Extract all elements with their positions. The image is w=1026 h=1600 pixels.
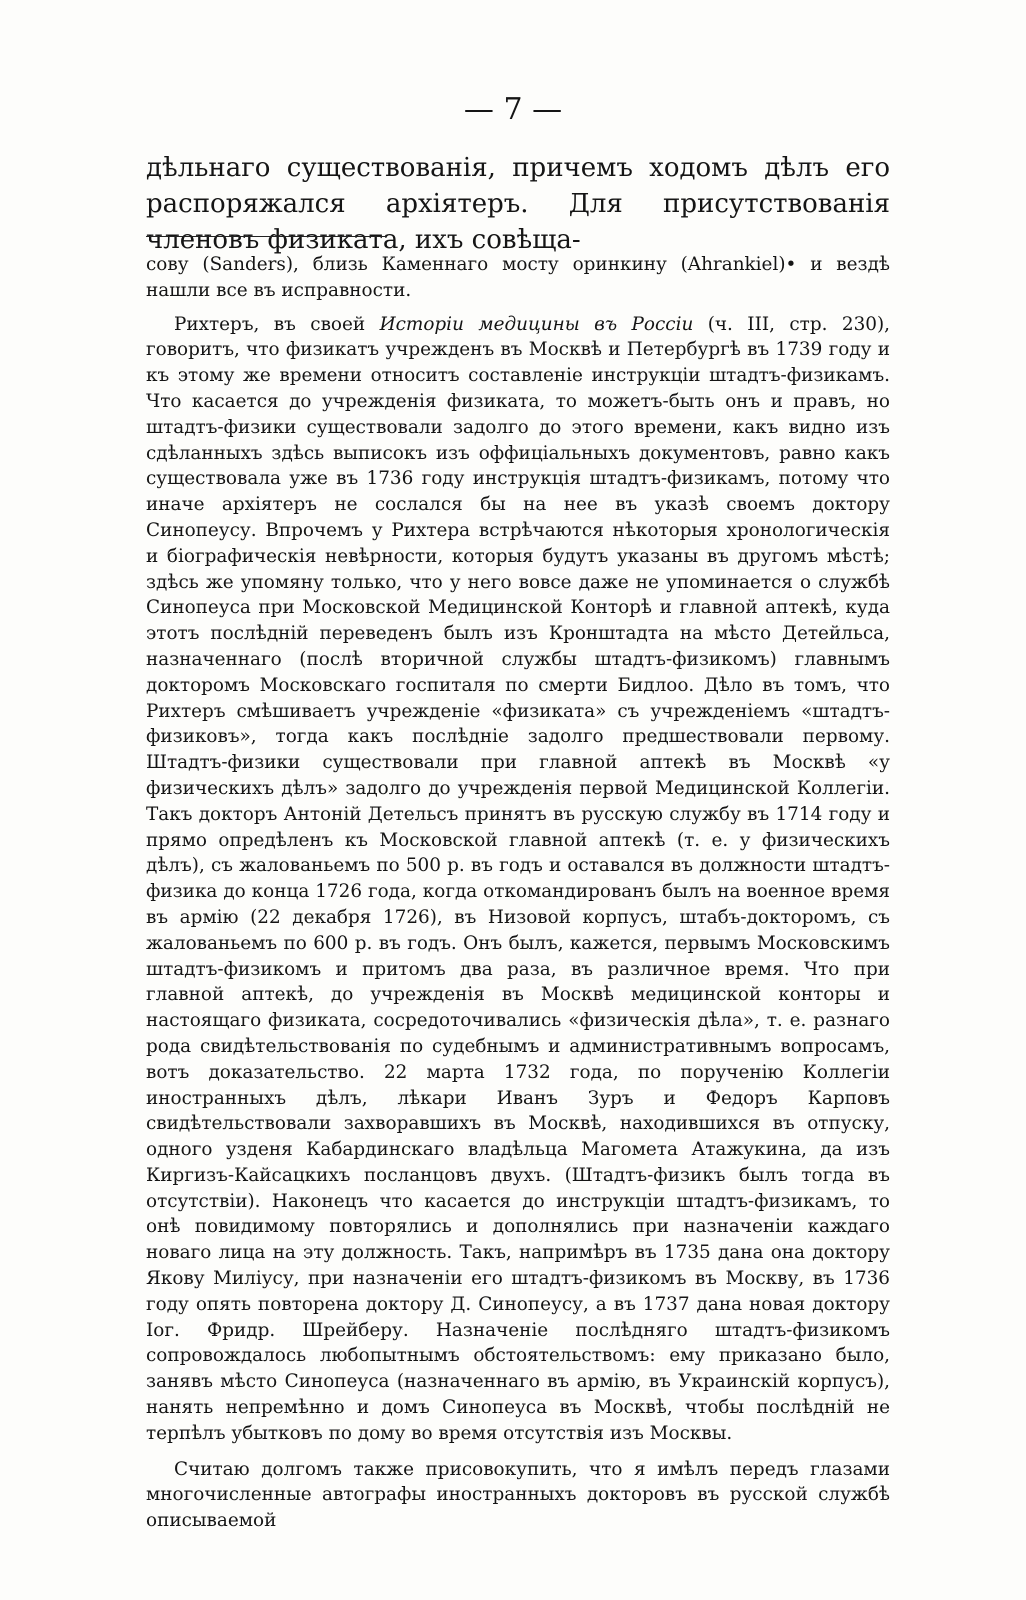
footnote-paragraph-2-rest: (ч. III, стр. 230), говоритъ, что физикатъ учрежденъ въ Москвѣ и Петербургѣ въ 1739 году и къ этому же времени относитъ составленіе инструкціи штадтъ-физикамъ. Что касается до учрежденія физиката, то можетъ-быть онъ и правъ, но штадтъ-физики существовали задолго до этого времени, какъ видно изъ сдѣланныхъ здѣсь выписокъ изъ оффиціальныхъ документовъ, равно какъ существовала уже въ 1736 году инструкція штадтъ-физикамъ, потому что иначе архіятеръ не сослался бы на нее въ указѣ своемъ доктору Синопеусу. Впрочемъ у Рихтера встрѣчаются нѣкоторыя хронологическія и біографическія невѣрности, которыя будутъ указаны въ другомъ мѣстѣ; здѣсь же упомяну только, что у него вовсе даже не упоминается о службѣ Синопеуса при Московской Медицинской Конторѣ и главной аптекѣ, куда этотъ послѣдній переведенъ былъ изъ Кронштадта на мѣсто Детейльса, назначеннаго (послѣ вторичной службы штадтъ-физикомъ) главнымъ докторомъ Московскаго госпиталя по смерти Бидлоо. Дѣло въ томъ, что Рихтеръ смѣшиваетъ учрежденіе «физиката» съ учрежденіемъ «штадтъ-физиковъ», тогда какъ послѣдніе задолго предшествовали первому. Штадтъ-физики существовали при главной аптекѣ въ Москвѣ «у физическихъ дѣлъ» задолго до учрежденія первой Медицинской Коллегіи. Такъ докторъ Антоній Детельсъ принятъ въ русскую службу въ 1714 году и прямо опредѣленъ къ Московской главной аптекѣ (т. е. у физическихъ дѣлъ), съ жалованьемъ по 500 р. въ годъ и оставался въ должности штадтъ-физика до конца 1726 года, когда откомандированъ былъ на военное время въ армію (22 декабря 1726), въ Низовой корпусъ, штабъ-докторомъ, съ жалованьемъ по 600 р. въ годъ. Онъ былъ, кажется, первымъ Московскимъ штадтъ-физикомъ и притомъ два раза, въ различное время. Что при главной аптекѣ, до учрежденія въ Москвѣ медицинской конторы и настоящаго физиката, сосредоточивались «физическія дѣла», т. е. разнаго рода свидѣтельствованія по судебнымъ и административнымъ вопросамъ, вотъ доказательство. 22 марта 1732 года, по порученію Коллегіи иностранныхъ дѣлъ, лѣкари Иванъ Зуръ и Федоръ Карповъ свидѣтельствовали захворавшихъ въ Москвѣ, находившихся въ отпуску, одного узденя Кабардинскаго владѣльца Магомета Атажукина, да изъ Киргизъ-Кайсацкихъ посланцовъ двухъ. (Штадтъ-физикъ былъ тогда въ отсутствіи). Наконецъ что касается до инструкціи штадтъ-физикамъ, то онѣ повидимому повторялись и дополнялись при назначеніи каждаго новаго лица на эту должность. Такъ, напримѣръ въ 1735 дана она доктору Якову Миліусу, при назначеніи его штадтъ-физикомъ въ Москву, въ 1736 году опять повторена доктору Д. Синопеусу, а въ 1737 дана новая доктору Іог. Фридр. Шрейберу. Назначеніе послѣдняго штадтъ-физикомъ сопровождалось любопытнымъ обстоятельствомъ: ему приказано было, занявъ мѣсто Синопеуса (назначеннаго въ армію, въ Украинскій корпусъ), нанять непремѣнно и домъ Синопеуса въ Москвѣ, чтобы послѣдній не терпѣлъ убытковъ по дому во время отсутствія изъ Москвы. <box>146 313 890 1444</box>
footnotes <box>146 252 890 1534</box>
footnote-paragraph-2-start: Рихтеръ, въ своей <box>174 313 380 335</box>
page-number: — 7 — <box>463 92 563 127</box>
footnote-paragraph-3: Считаю долгомъ также присовокупить, что я имѣлъ передъ глазами многочисленные автографы иностранныхъ докторовъ въ русской службѣ описываемой <box>146 1458 890 1532</box>
book-title-italic: Исторіи медицины въ Россіи <box>379 313 694 335</box>
footnote-paragraph-2 <box>146 312 890 1447</box>
footnote-divider <box>146 236 386 237</box>
footnote-paragraph-1: сову (Sanders), близь Каменнаго мосту оринкину (Ahrankiel)• и вездѣ нашли все въ исправности. <box>146 254 890 301</box>
main-text <box>146 150 890 258</box>
main-paragraph: дѣльнаго существованія, причемъ ходомъ дѣлъ его распоряжался архіятеръ. Для присутствованія членовъ физиката, ихъ совѣща- <box>146 153 890 255</box>
